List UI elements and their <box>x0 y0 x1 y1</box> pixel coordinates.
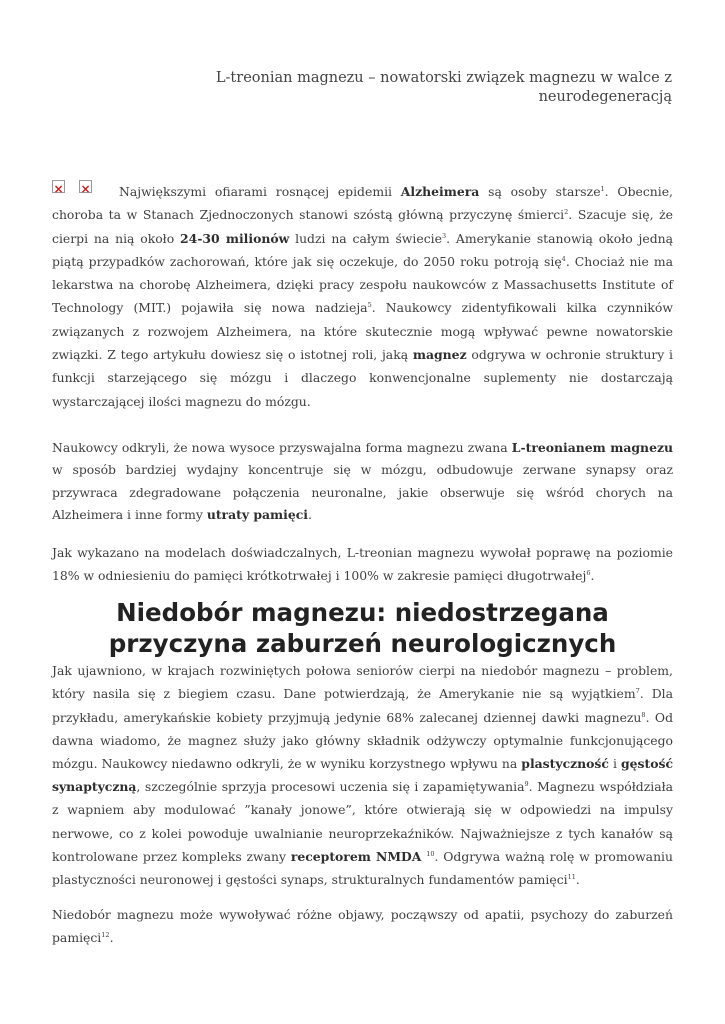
broken-images <box>52 180 106 203</box>
text: Naukowcy odkryli, że nowa wysoce przyswajalna forma magnezu zwana <box>52 439 512 455</box>
paragraph-l-treonian <box>52 437 673 527</box>
text: . <box>109 930 114 946</box>
broken-image-icon <box>52 180 65 193</box>
bold-term: gęstość synaptyczną <box>52 756 673 795</box>
text: są osoby starsze <box>479 184 601 199</box>
text: ludzi na całym świecie <box>289 230 442 246</box>
bold-term: plastyczność <box>521 756 609 771</box>
text: Jak wykazano na modelach doświadczalnych, L-treonian magnezu wywołał poprawę na poziomie 18% w odniesieniu do pamięci krótkotrwałej i 100% w zakresie pamięci długotrwałej <box>52 544 673 583</box>
document-title: L-treonian magnezu – nowatorski związek magnezu w walce z neurodegeneracją <box>215 70 672 105</box>
footnote-ref: 6 <box>586 568 591 577</box>
paragraph-intro <box>52 180 673 413</box>
section-heading: Niedobór magnezu: niedostrzegana przyczyna zaburzeń neurologicznych <box>108 598 617 659</box>
text: Największymi ofiarami rosnącej epidemii <box>119 184 401 199</box>
text: . Amerykanie stanowią około jedną piątą przypadków zachorowań, które jak się oczekuje, do 2050 roku potroją się <box>52 230 673 269</box>
text: w sposób bardziej wydajny koncentruje się w mózgu, odbudowuje zerwane synapsy oraz przywraca zdegradowane połączenia neuronalne, jakie obserwuje się wśród chorych na Alzheimera i inne formy <box>52 462 673 523</box>
text: . <box>307 507 312 523</box>
footnote-ref: 12 <box>101 931 110 940</box>
text: odgrywa w ochronie struktury i funkcji starzejącego się mózgu i dlaczego konwencjonalne suplementy nie dostarczają wystarczającej ilości magnezu do mózgu. <box>52 347 673 409</box>
broken-image-icon <box>79 180 92 193</box>
footnote-ref: 10 <box>426 849 435 858</box>
bold-term: Alzheimera <box>400 184 480 199</box>
footnote-ref: 3 <box>441 231 447 240</box>
bold-term: receptorem NMDA <box>290 848 422 864</box>
paragraph-deficiency <box>52 659 673 891</box>
text: . Od dawna wiadomo, że magnez służy jako główny składnik odżywczy optymalnie funkcjonującego mózgu. Naukowcy niedawno odkryli, że w wyniku korzystnego wpływu na <box>52 709 674 771</box>
text: . Naukowcy zidentyfikowali kilka czynników związanych z rozwojem Alzheimera, na które skutecznie mogą wpływać pewne nowatorskie związki. Z tego artykułu dowiesz się o istotnej roli, jaką <box>52 300 673 363</box>
bold-term: L-treonianem magnezu <box>511 439 673 455</box>
footnote-ref: 7 <box>635 687 640 696</box>
text: . Magnezu współdziała z wapniem aby modulować ”kanały jonowe”, które otwierają się w odpowiedzi na impulsy nerwowe, co z kolei powoduje uwalnianie neuroprzekaźników. Najważniejsze z tych kanałów są kontrolowane przez kompleks zwany <box>52 779 673 864</box>
footnote-ref: 5 <box>367 301 372 310</box>
text: . <box>590 567 595 583</box>
footnote-ref: 4 <box>561 254 566 263</box>
text: i <box>608 756 621 771</box>
text: . Chociaż nie ma lekarstwa na chorobę Alzheimera, dzięki pracy zespołu naukowców z Massachusetts Institute of Technology (MIT.) pojawiła się nowa nadzieja <box>52 253 673 316</box>
footnote-ref: 2 <box>564 208 569 217</box>
text: . Dla przykładu, amerykańskie kobiety przyjmują jedynie 68% zalecanej dziennej dawki magnezu <box>52 686 673 725</box>
text: . <box>575 872 580 888</box>
footnote-ref: 11 <box>567 873 576 882</box>
text: . Obecnie, choroba ta w Stanach Zjednoczonych stanowi szóstą główną przyczynę śmierci <box>52 184 673 223</box>
bold-term: magnez <box>412 347 467 363</box>
footnote-ref: 1 <box>600 185 605 193</box>
footnote-ref: 8 <box>641 710 646 719</box>
text: , szczególnie sprzyja procesowi uczenia się i zapamiętywania <box>136 779 525 795</box>
text: . Odgrywa ważną rolę w promowaniu plastyczności neuronowej i gęstości synaps, strukturalnych fundamentów pamięci <box>52 848 673 888</box>
paragraph-memory-results <box>52 541 673 588</box>
paragraph-symptoms <box>52 903 673 949</box>
text: Niedobór magnezu może wywoływać różne objawy, począwszy od apatii, psychozy do zaburzeń pamięci <box>52 907 673 946</box>
bold-term: 24-30 milionów <box>180 230 290 246</box>
bold-term: utraty pamięci <box>206 507 308 523</box>
text: . Szacuje się, że cierpi na nią około <box>52 207 673 246</box>
footnote-ref: 9 <box>524 780 529 789</box>
article-body <box>52 180 673 949</box>
text: Jak ujawniono, w krajach rozwiniętych połowa seniorów cierpi na niedobór magnezu – problem, który nasila się z biegiem czasu. Dane potwierdzają, że Amerykanie nie są wyjątkiem <box>52 663 673 702</box>
